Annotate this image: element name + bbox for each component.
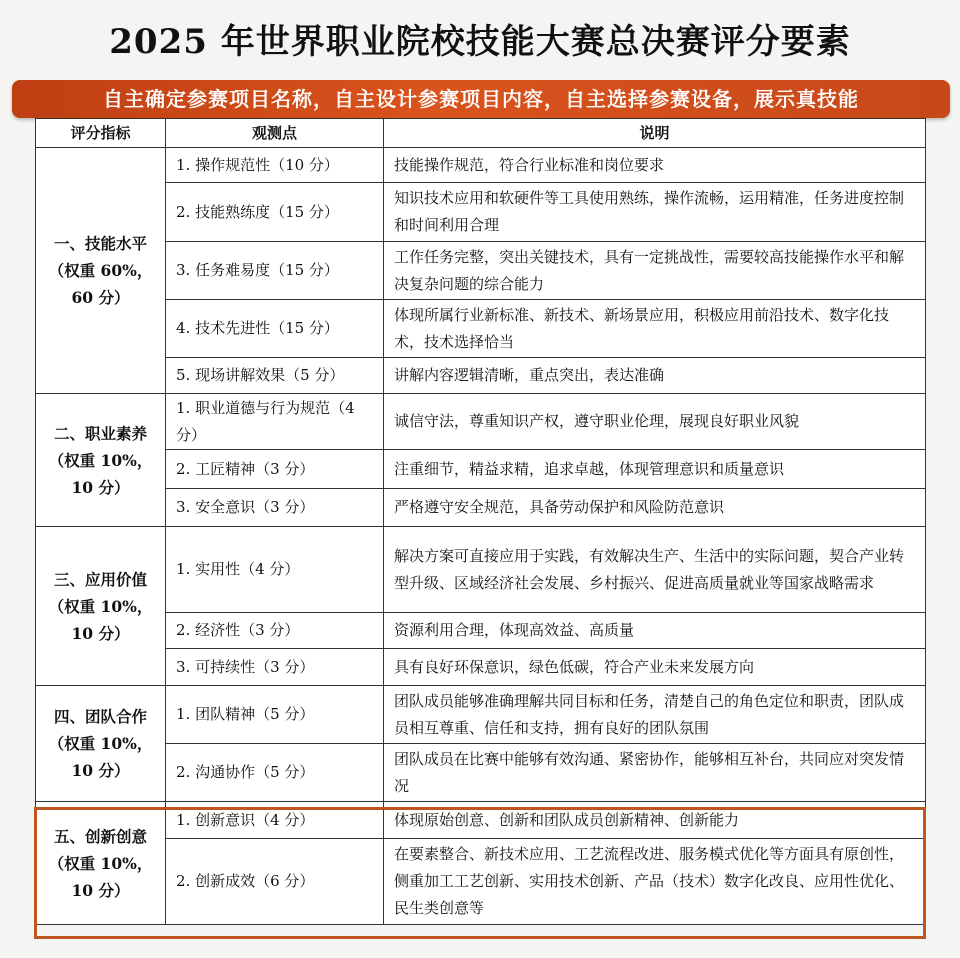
table-row — [36, 300, 926, 358]
observation-point: 1. 团队精神（5 分） — [166, 686, 384, 744]
slogan-banner: 自主确定参赛项目名称，自主设计参赛项目内容，自主选择参赛设备，展示真技能 — [12, 80, 950, 118]
observation-point: 1. 职业道德与行为规范（4 分） — [166, 394, 384, 450]
observation-point: 1. 操作规范性（10 分） — [166, 148, 384, 183]
observation-point: 2. 技能熟练度（15 分） — [166, 183, 384, 242]
description: 严格遵守安全规范，具备劳动保护和风险防范意识 — [384, 489, 926, 527]
table-row — [36, 358, 926, 394]
observation-point: 2. 沟通协作（5 分） — [166, 744, 384, 802]
category-skill-level: 一、技能水平 （权重 60%， 60 分） — [36, 148, 166, 394]
table-row — [36, 450, 926, 489]
description: 体现原始创意、创新和团队成员创新精神、创新能力 — [384, 802, 926, 839]
observation-point: 2. 工匠精神（3 分） — [166, 450, 384, 489]
description: 团队成员在比赛中能够有效沟通、紧密协作，能够相互补台，共同应对突发情况 — [384, 744, 926, 802]
observation-point: 5. 现场讲解效果（5 分） — [166, 358, 384, 394]
table-header-row — [36, 119, 926, 148]
description: 团队成员能够准确理解共同目标和任务，清楚自己的角色定位和职责，团队成员相互尊重、信任和支持，拥有良好的团队氛围 — [384, 686, 926, 744]
description: 知识技术应用和软硬件等工具使用熟练，操作流畅，运用精准，任务进度控制和时间利用合理 — [384, 183, 926, 242]
table-row — [36, 527, 926, 613]
description: 在要素整合、新技术应用、工艺流程改进、服务模式优化等方面具有原创性，侧重加工工艺创新、实用技术创新、产品（技术）数字化改良、应用性优化、民生类创意等 — [384, 839, 926, 925]
observation-point: 4. 技术先进性（15 分） — [166, 300, 384, 358]
description: 体现所属行业新标准、新技术、新场景应用，积极应用前沿技术、数字化技术，技术选择恰当 — [384, 300, 926, 358]
table-row — [36, 686, 926, 744]
header-indicator: 评分指标 — [36, 119, 166, 148]
category-professional-quality: 二、职业素养 （权重 10%， 10 分） — [36, 394, 166, 527]
description: 工作任务完整，突出关键技术，具有一定挑战性，需要较高技能操作水平和解决复杂问题的综合能力 — [384, 242, 926, 300]
table-row — [36, 613, 926, 649]
table-row — [36, 394, 926, 450]
table-row — [36, 839, 926, 925]
table-row — [36, 744, 926, 802]
description: 技能操作规范，符合行业标准和岗位要求 — [384, 148, 926, 183]
observation-point: 3. 任务难易度（15 分） — [166, 242, 384, 300]
description: 诚信守法，尊重知识产权，遵守职业伦理，展现良好职业风貌 — [384, 394, 926, 450]
table-row — [36, 148, 926, 183]
category-application-value: 三、应用价值 （权重 10%， 10 分） — [36, 527, 166, 686]
observation-point: 1. 创新意识（4 分） — [166, 802, 384, 839]
page-title: 2025 年世界职业院校技能大赛总决赛评分要素 — [109, 22, 851, 62]
table-row — [36, 802, 926, 839]
description: 讲解内容逻辑清晰，重点突出，表达准确 — [384, 358, 926, 394]
description: 资源利用合理，体现高效益、高质量 — [384, 613, 926, 649]
header-description: 说明 — [384, 119, 926, 148]
category-teamwork: 四、团队合作 （权重 10%， 10 分） — [36, 686, 166, 802]
description: 具有良好环保意识，绿色低碳，符合产业未来发展方向 — [384, 649, 926, 686]
description: 注重细节，精益求精，追求卓越，体现管理意识和质量意识 — [384, 450, 926, 489]
observation-point: 3. 安全意识（3 分） — [166, 489, 384, 527]
header-observation: 观测点 — [166, 119, 384, 148]
table-row — [36, 489, 926, 527]
table-row — [36, 242, 926, 300]
observation-point: 2. 经济性（3 分） — [166, 613, 384, 649]
table-row — [36, 183, 926, 242]
observation-point: 3. 可持续性（3 分） — [166, 649, 384, 686]
category-innovation: 五、创新创意 （权重 10%， 10 分） — [36, 802, 166, 925]
observation-point: 2. 创新成效（6 分） — [166, 839, 384, 925]
table-row — [36, 649, 926, 686]
description: 解决方案可直接应用于实践，有效解决生产、生活中的实际问题，契合产业转型升级、区域经济社会发展、乡村振兴、促进高质量就业等国家战略需求 — [384, 527, 926, 613]
scoring-table — [35, 118, 926, 925]
observation-point: 1. 实用性（4 分） — [166, 527, 384, 613]
